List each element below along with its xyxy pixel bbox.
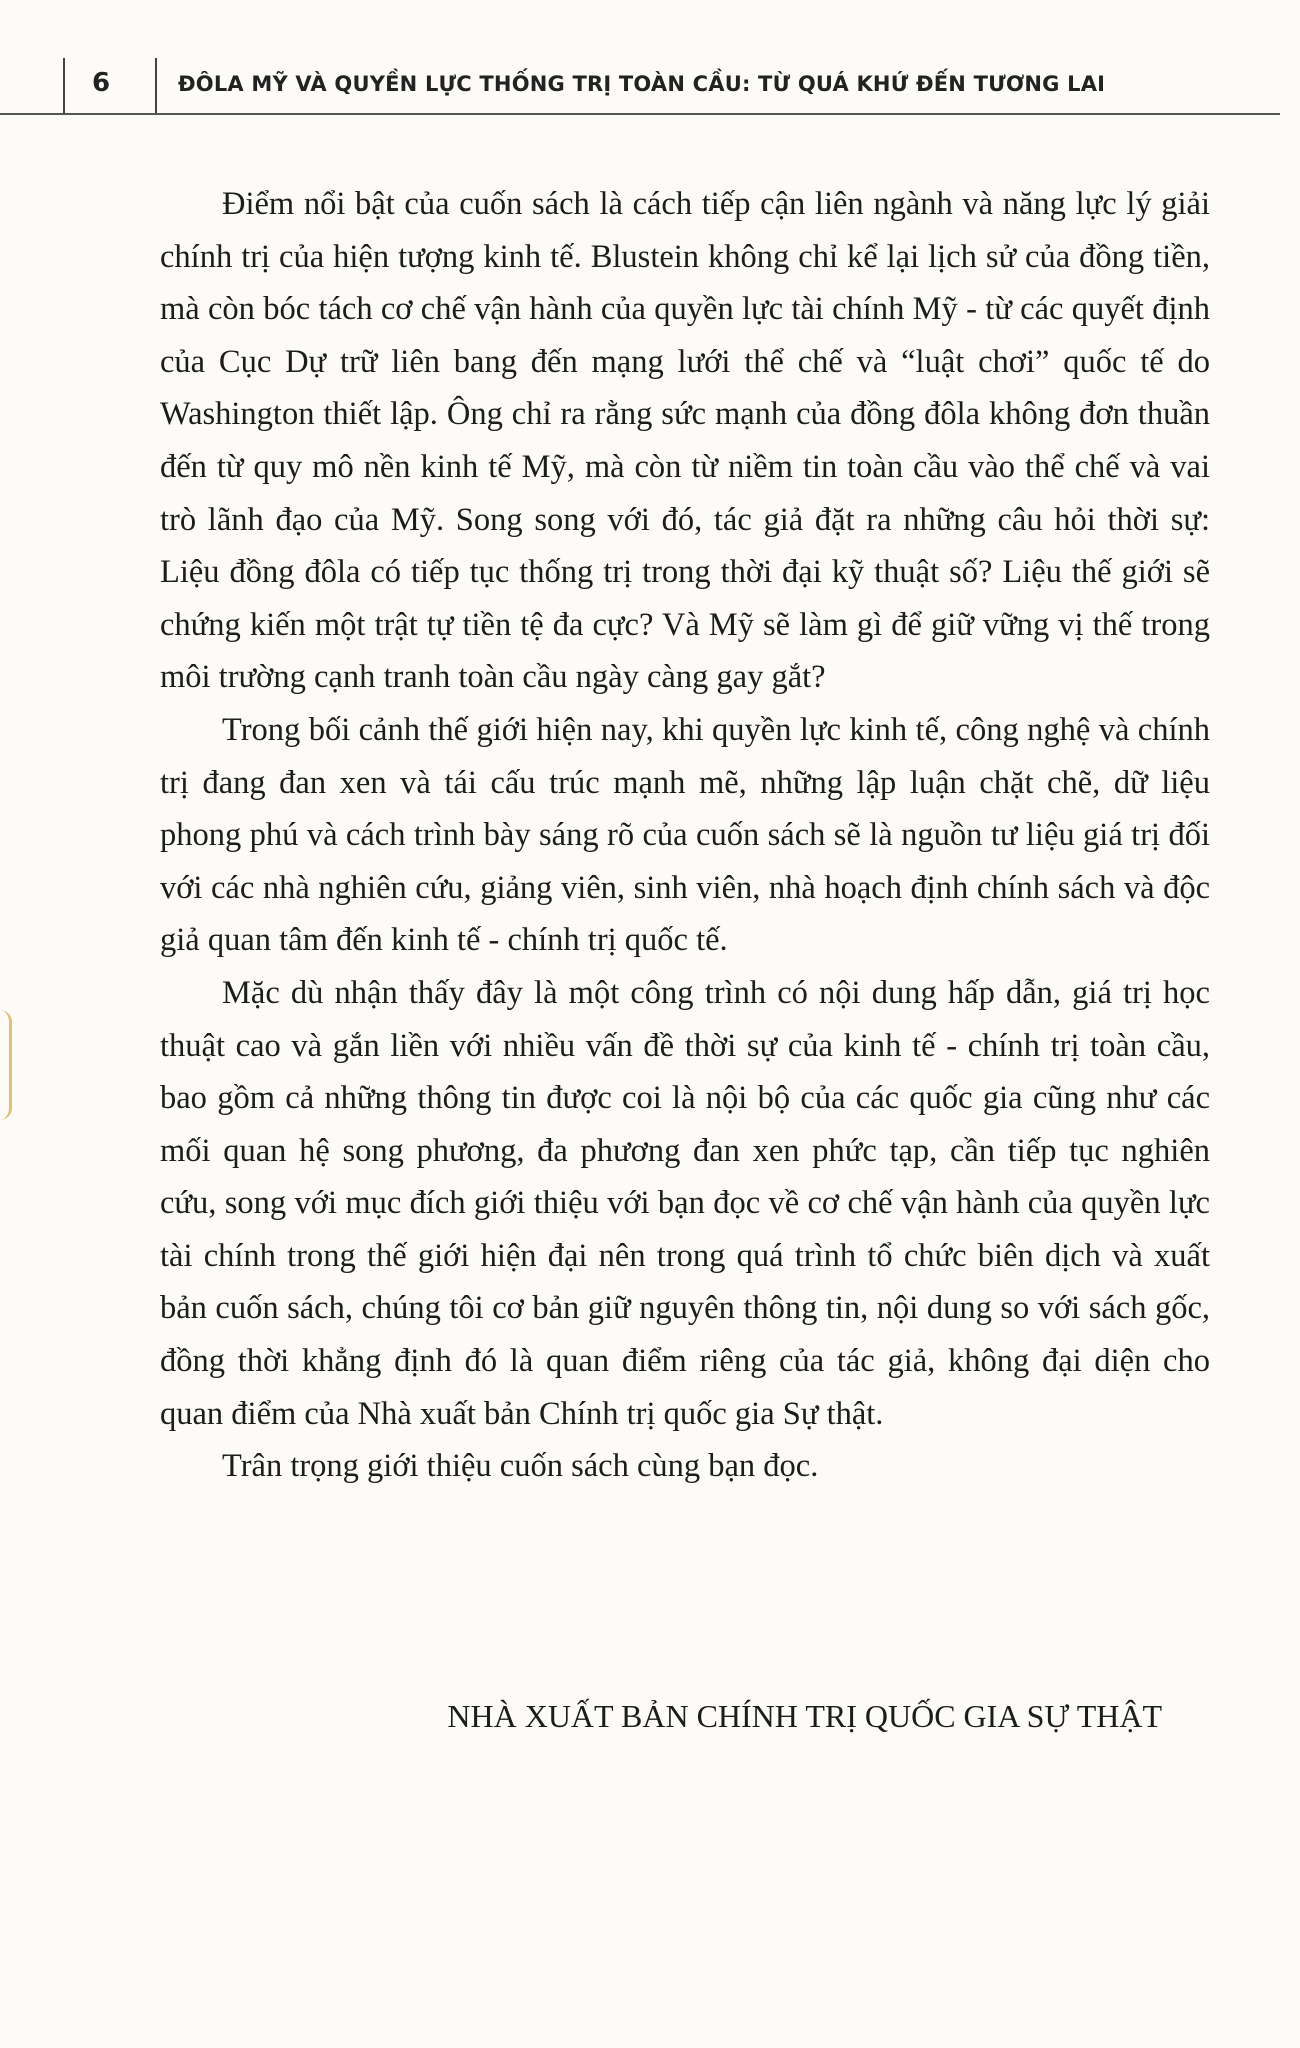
header-rule xyxy=(0,113,1280,115)
paragraph-4: Trân trọng giới thiệu cuốn sách cùng bạn đọc. xyxy=(222,1448,819,1485)
body-text xyxy=(160,178,1210,1493)
header-divider-right xyxy=(155,58,157,114)
margin-mark xyxy=(0,1010,12,1120)
page-number: 6 xyxy=(92,68,111,98)
running-header xyxy=(0,58,1300,128)
paragraph-2: Trong bối cảnh thế giới hiện nay, khi quyền lực kinh tế, công nghệ và chính trị đang đan xen và tái cấu trúc mạnh mẽ, những lập luận chặt chẽ, dữ liệu phong phú và cách trình bày sáng rõ của cuốn sách sẽ là nguồn tư liệu giá trị đối với các nhà nghiên cứu, giảng viên, sinh viên, nhà hoạch định chính sách và độc giả quan tâm đến kinh tế - chính trị quốc tế. xyxy=(160,711,1210,959)
running-title: ĐÔLA MỸ VÀ QUYỀN LỰC THỐNG TRỊ TOÀN CẦU: TỪ QUÁ KHỨ ĐẾN TƯƠNG LAI xyxy=(178,72,1106,96)
publisher-signature: NHÀ XUẤT BẢN CHÍNH TRỊ QUỐC GIA SỰ THẬT xyxy=(447,1698,1162,1734)
paragraph-3: Mặc dù nhận thấy đây là một công trình có nội dung hấp dẫn, giá trị học thuật cao và gắn liền với nhiều vấn đề thời sự của kinh tế - chính trị toàn cầu, bao gồm cả những thông tin được coi là nội bộ của các quốc gia cũng như các mối quan hệ song phương, đa phương đan xen phức tạp, cần tiếp tục nghiên cứu, song với mục đích giới thiệu với bạn đọc về cơ chế vận hành của quyền lực tài chính trong thế giới hiện đại nên trong quá trình tổ chức biên dịch và xuất bản cuốn sách, chúng tôi cơ bản giữ nguyên thông tin, nội dung so với sách gốc, đồng thời khẳng định đó là quan điểm riêng của tác giả, không đại diện cho quan điểm của Nhà xuất bản Chính trị quốc gia Sự thật. xyxy=(160,974,1210,1432)
paragraph-1: Điểm nổi bật của cuốn sách là cách tiếp cận liên ngành và năng lực lý giải chính trị của hiện tượng kinh tế. Blustein không chỉ kể lại lịch sử của đồng tiền, mà còn bóc tách cơ chế vận hành của quyền lực tài chính Mỹ - từ các quyết định của Cục Dự trữ liên bang đến mạng lưới thể chế và “luật chơi” quốc tế do Washington thiết lập. Ông chỉ ra rằng sức mạnh của đồng đôla không đơn thuần đến từ quy mô nền kinh tế Mỹ, mà còn từ niềm tin toàn cầu vào thể chế và vai trò lãnh đạo của Mỹ. Song song với đó, tác giả đặt ra những câu hỏi thời sự: Liệu đồng đôla có tiếp tục thống trị trong thời đại kỹ thuật số? Liệu thế giới sẽ chứng kiến một trật tự tiền tệ đa cực? Và Mỹ sẽ làm gì để giữ vững vị thế trong môi trường cạnh tranh toàn cầu ngày càng gay gắt? xyxy=(160,186,1210,696)
header-divider-left xyxy=(63,58,65,114)
